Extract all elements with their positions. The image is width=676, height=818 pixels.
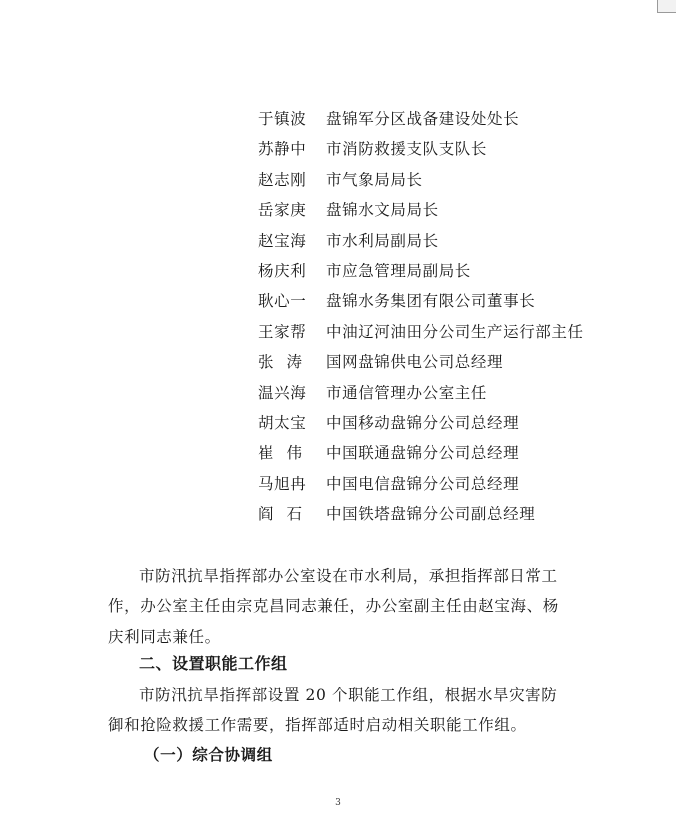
member-row [258, 256, 588, 286]
member-title: 盘锦水文局局长 [326, 201, 439, 220]
section-heading: 二、设置职能工作组 [139, 654, 288, 673]
member-row [258, 347, 588, 377]
member-name: 马旭冉 [258, 474, 307, 493]
member-row [258, 408, 588, 438]
member-title: 盘锦军分区战备建设处处长 [326, 110, 520, 128]
member-title: 中国联通盘锦分公司总经理 [326, 444, 520, 463]
member-row [258, 226, 588, 256]
member-row [258, 104, 588, 134]
member-row [258, 134, 588, 164]
member-list [258, 104, 588, 530]
member-name: 于镇波 [258, 110, 307, 128]
page-number: 3 [335, 798, 341, 808]
office-paragraph: 市防汛抗旱指挥部办公室设在市水利局，承担指挥部日常工作，办公室主任由宗克昌同志兼任，办公室副主任由赵宝海、杨庆利同志兼任。 [108, 567, 559, 646]
member-name: 王家帮 [258, 322, 307, 341]
member-row [258, 195, 588, 225]
member-title: 市通信管理办公室主任 [326, 383, 488, 402]
member-title: 市水利局副局长 [326, 231, 439, 250]
member-name: 张涛 [258, 353, 316, 372]
member-title: 中国铁塔盘锦分公司副总经理 [326, 505, 536, 524]
member-title: 国网盘锦供电公司总经理 [326, 353, 504, 372]
member-row [258, 438, 588, 468]
member-title: 盘锦水务集团有限公司董事长 [326, 292, 536, 311]
page-corner-mark [657, 0, 676, 13]
member-row [258, 286, 588, 316]
member-name: 崔伟 [258, 444, 316, 463]
member-name: 赵宝海 [258, 231, 307, 250]
member-title: 中国电信盘锦分公司总经理 [326, 474, 520, 493]
member-row [258, 317, 588, 347]
member-name: 耿心一 [258, 292, 307, 311]
member-title: 中国移动盘锦分公司总经理 [326, 414, 520, 433]
member-row [258, 165, 588, 195]
member-name: 苏静中 [258, 140, 307, 159]
member-name: 岳家庚 [258, 201, 307, 220]
member-title: 中油辽河油田分公司生产运行部主任 [326, 322, 584, 341]
section-paragraph: 市防汛抗旱指挥部设置 20 个职能工作组，根据水旱灾害防御和抢险救援工作需要，指挥部适时启动相关职能工作组。 [108, 686, 558, 735]
member-title: 市气象局局长 [326, 170, 423, 189]
member-row [258, 499, 588, 529]
member-name: 杨庆利 [258, 262, 307, 281]
member-name: 赵志刚 [258, 170, 307, 189]
member-row [258, 378, 588, 408]
member-name: 胡太宝 [258, 414, 307, 433]
member-title: 市消防救援支队支队长 [326, 140, 488, 159]
member-title: 市应急管理局副局长 [326, 262, 471, 281]
member-name: 阎石 [258, 505, 316, 524]
member-row [258, 469, 588, 499]
member-name: 温兴海 [258, 383, 307, 402]
subsection-heading: （一）综合协调组 [144, 745, 273, 764]
